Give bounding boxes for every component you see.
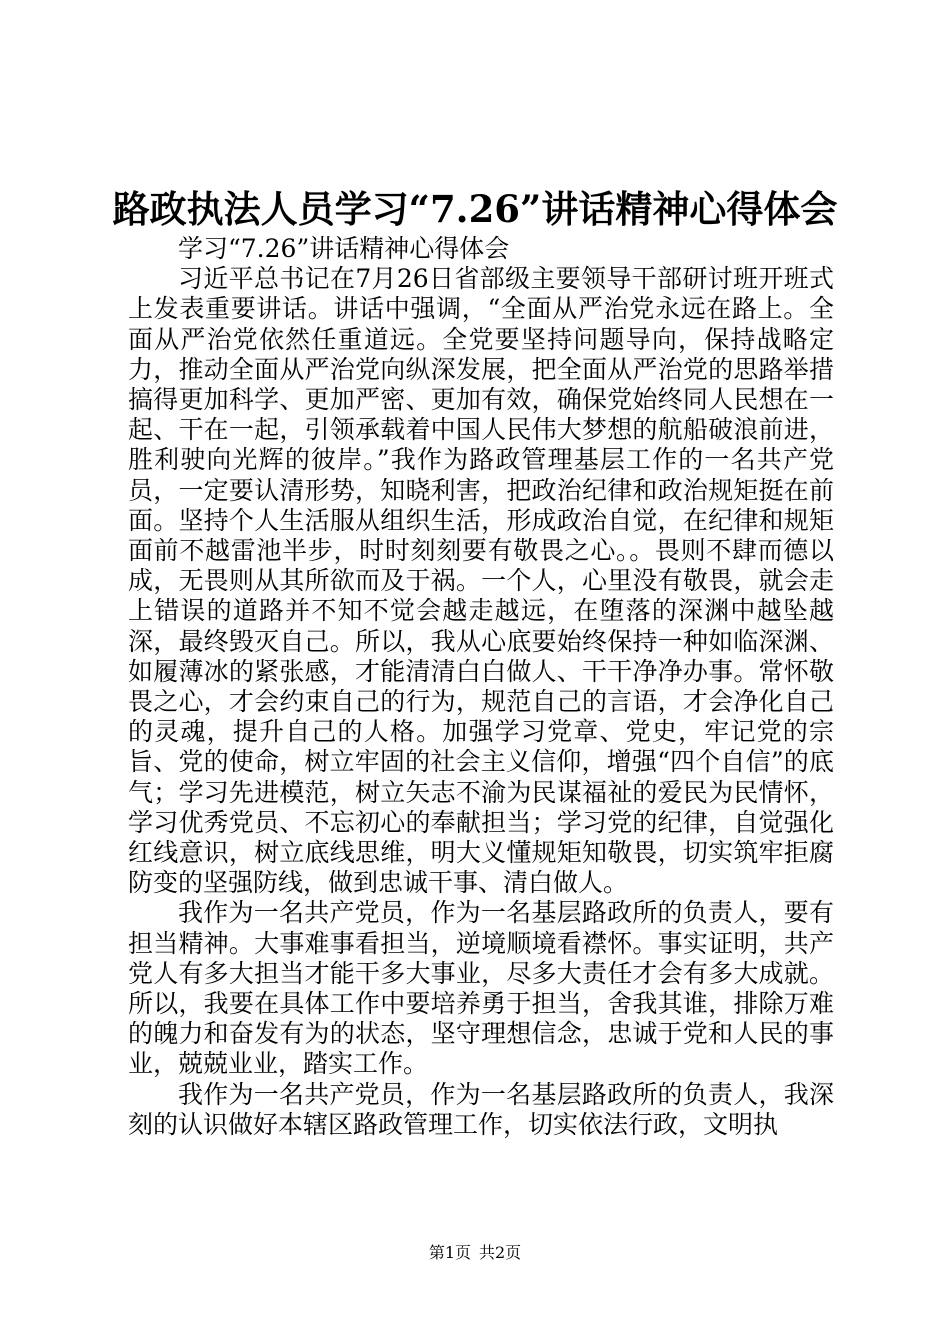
body-paragraph: 习近平总书记在7月26日省部级主要领导干部研讨班开班式上发表重要讲话。讲话中强调，“全面从严治党永远在路上。全面从严治党依然任重道远。全党要坚持问题导向，保持战略定力，推动全面从严治党向纵深发展，把全面从严治党的思路举措搞得更加科学、更加严密、更加有效，确保党始终同人民想在一起、干在一起，引领承载着中国人民伟大梦想的航船破浪前进，胜利驶向光辉的彼岸。”我作为路政管理基层工作的一名共产党员，一定要认清形势，知晓利害，把政治纪律和政治规矩挺在前面。坚持个人生活服从组织生活，形成政治自觉，在纪律和规矩面前不越雷池半步，时时刻刻要有敬畏之心。。畏则不肆而德以成，无畏则从其所欲而及于祸。一个人，心里没有敬畏，就会走上错误的道路并不知不觉会越走越远，在堕落的深渊中越坠越深，最终毁灭自己。所以，我从心底要始终保持一种如临深渊、如履薄冰的紧张感，才能清清白白做人、干干净净办事。常怀敬畏之心，才会约束自己的行为，规范自己的言语，才会净化自己的灵魂，提升自己的人格。加强学习党章、党史，牢记党的宗旨、党的使命，树立牢固的社会主义信仰，增强“四个自信”的底气；学习先进模范，树立矢志不渝为民谋福祉的爱民为民情怀，学习优秀党员、不忘初心的奉献担当；学习党的纪律，自觉强化红线意识，树立底线思维，明大义懂规矩知敬畏，切实筑牢拒腐防变的坚强防线，做到忠诚干事、清白做人。 — [128, 264, 834, 898]
page-total: 共2页 — [479, 1243, 522, 1262]
page-number: 第1页 — [428, 1243, 471, 1262]
subtitle-paragraph: 学习“7.26”讲话精神心得体会 — [178, 234, 510, 263]
body-paragraph: 我作为一名共产党员，作为一名基层路政所的负责人，我深刻的认识做好本辖区路政管理工作，切实依法行政，文明执 — [128, 1079, 834, 1139]
document-body — [128, 234, 834, 1140]
body-paragraph: 我作为一名共产党员，作为一名基层路政所的负责人，要有担当精神。大事难事看担当，逆境顺境看襟怀。事实证明，共产党人有多大担当才能干多大事业，尽多大责任才会有多大成就。所以，我要在具体工作中要培养勇于担当，舍我其谁，排除万难的魄力和奋发有为的状态，坚守理想信念，忠诚于党和人民的事业，兢兢业业，踏实工作。 — [128, 898, 834, 1079]
document-title: 路政执法人员学习“7.26”讲话精神心得体会 — [112, 187, 838, 231]
page-footer — [0, 1243, 950, 1263]
